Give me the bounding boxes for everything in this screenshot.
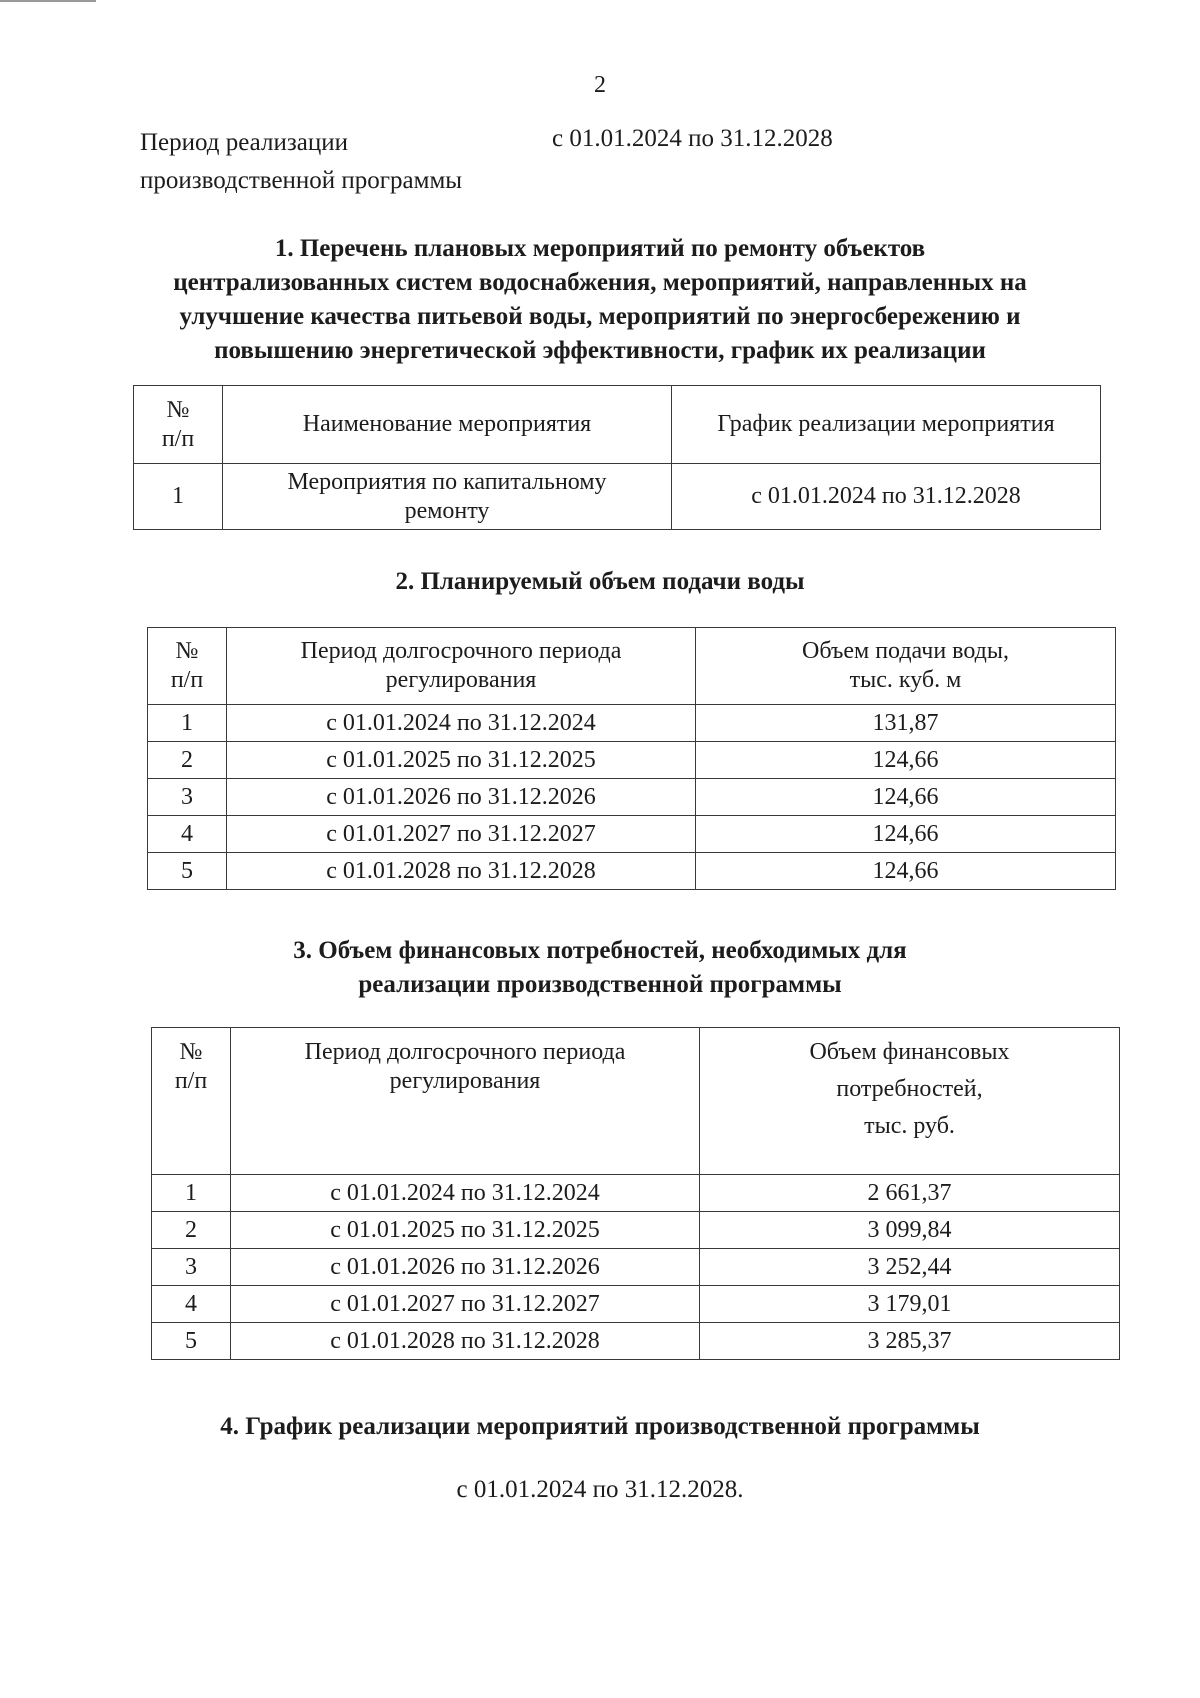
header-num: [148, 628, 227, 705]
header-value-line: тыс. куб. м: [849, 667, 962, 693]
header-value-line: Объем подачи воды,: [802, 638, 1009, 664]
cell-name-line: Мероприятия по капитальному: [287, 468, 607, 495]
cell-num: 3: [152, 1249, 231, 1286]
section1-title-line: повышению энергетической эффективности, график их реализации: [214, 337, 986, 364]
section1-title-line: улучшение качества питьевой воды, мероприятий по энергосбережению и: [179, 303, 1021, 330]
table-row: [148, 816, 1116, 853]
table-header-row: [148, 628, 1116, 705]
cell-period: с 01.01.2027 по 31.12.2027: [231, 1286, 700, 1323]
cell-num: 2: [148, 742, 227, 779]
cell-value: 124,66: [696, 742, 1116, 779]
section1-title-line: централизованных систем водоснабжения, мероприятий, направленных на: [173, 269, 1027, 296]
section2-table: [147, 627, 1116, 890]
header-value-line: тыс. руб.: [864, 1113, 955, 1139]
cell-value: 3 252,44: [700, 1249, 1120, 1286]
cell-name-line: ремонту: [404, 497, 490, 524]
section1-table: [133, 385, 1101, 530]
cell-num: 5: [152, 1323, 231, 1360]
section3-title-line: 3. Объем финансовых потребностей, необходимых для: [293, 937, 907, 964]
cell-value: 124,66: [696, 816, 1116, 853]
header-num-line: №: [166, 396, 190, 423]
scan-edge-mark: [0, 0, 96, 2]
page-number: 2: [594, 72, 606, 98]
cell-schedule: с 01.01.2024 по 31.12.2028: [672, 464, 1101, 530]
table-header-row: [152, 1028, 1120, 1175]
header-num-line: №: [175, 638, 199, 664]
table-row: [134, 464, 1101, 530]
period-label-line: производственной программы: [140, 167, 463, 194]
section1-title-line: 1. Перечень плановых мероприятий по ремонту объектов: [274, 235, 926, 262]
section2-title: 2. Планируемый объем подачи воды: [395, 568, 805, 595]
table-header-row: [134, 386, 1101, 464]
header-period-line: Период долгосрочного периода: [304, 1039, 626, 1065]
cell-period: с 01.01.2024 по 31.12.2024: [227, 705, 696, 742]
period-label: [140, 124, 462, 200]
header-value: [696, 628, 1116, 705]
cell-num: 4: [152, 1286, 231, 1323]
cell-period: с 01.01.2027 по 31.12.2027: [227, 816, 696, 853]
header-num-line: п/п: [170, 667, 204, 693]
cell-num: 2: [152, 1212, 231, 1249]
cell-period: с 01.01.2028 по 31.12.2028: [231, 1323, 700, 1360]
table-row: [152, 1212, 1120, 1249]
header-schedule: График реализации мероприятия: [672, 386, 1101, 464]
table-row: [152, 1323, 1120, 1360]
header-value-line: потребностей,: [836, 1076, 983, 1102]
cell-period: с 01.01.2028 по 31.12.2028: [227, 853, 696, 890]
cell-value: 3 099,84: [700, 1212, 1120, 1249]
cell-num: 1: [134, 464, 223, 530]
cell-period: с 01.01.2026 по 31.12.2026: [231, 1249, 700, 1286]
cell-value: 124,66: [696, 853, 1116, 890]
section4-title: 4. График реализации мероприятий производственной программы: [220, 1413, 980, 1440]
cell-value: 131,87: [696, 705, 1116, 742]
header-period-line: Период долгосрочного периода: [300, 638, 622, 664]
table-row: [148, 742, 1116, 779]
period-label-line: Период реализации: [140, 129, 348, 156]
header-name: Наименование мероприятия: [223, 386, 672, 464]
table-row: [152, 1249, 1120, 1286]
cell-num: 3: [148, 779, 227, 816]
cell-value: 2 661,37: [700, 1175, 1120, 1212]
section3-table: [151, 1027, 1120, 1360]
header-num: [152, 1028, 231, 1175]
cell-name: [223, 464, 672, 530]
header-value: [700, 1028, 1120, 1175]
cell-value: 3 179,01: [700, 1286, 1120, 1323]
cell-period: с 01.01.2026 по 31.12.2026: [227, 779, 696, 816]
header-value-line: Объем финансовых: [809, 1039, 1010, 1065]
header-period: [231, 1028, 700, 1175]
cell-period: с 01.01.2025 по 31.12.2025: [231, 1212, 700, 1249]
table-row: [148, 705, 1116, 742]
cell-value: 3 285,37: [700, 1323, 1120, 1360]
header-num-line: п/п: [174, 1068, 208, 1094]
cell-num: 5: [148, 853, 227, 890]
cell-num: 1: [152, 1175, 231, 1212]
table-row: [148, 779, 1116, 816]
section3-title-line: реализации производственной программы: [358, 971, 842, 998]
table-row: [152, 1175, 1120, 1212]
table-row: [148, 853, 1116, 890]
period-value: с 01.01.2024 по 31.12.2028: [552, 125, 833, 152]
section3-title: [120, 934, 1080, 1002]
cell-num: 4: [148, 816, 227, 853]
header-period: [227, 628, 696, 705]
cell-period: с 01.01.2025 по 31.12.2025: [227, 742, 696, 779]
cell-value: 124,66: [696, 779, 1116, 816]
cell-num: 1: [148, 705, 227, 742]
cell-period: с 01.01.2024 по 31.12.2024: [231, 1175, 700, 1212]
header-num-line: п/п: [161, 425, 195, 452]
section1-title: [120, 232, 1080, 368]
header-period-line: регулирования: [385, 667, 537, 693]
table-row: [152, 1286, 1120, 1323]
header-num-line: №: [179, 1039, 203, 1065]
header-period-line: регулирования: [389, 1068, 541, 1094]
section4-text: с 01.01.2024 по 31.12.2028.: [456, 1476, 744, 1503]
header-num: [134, 386, 223, 464]
